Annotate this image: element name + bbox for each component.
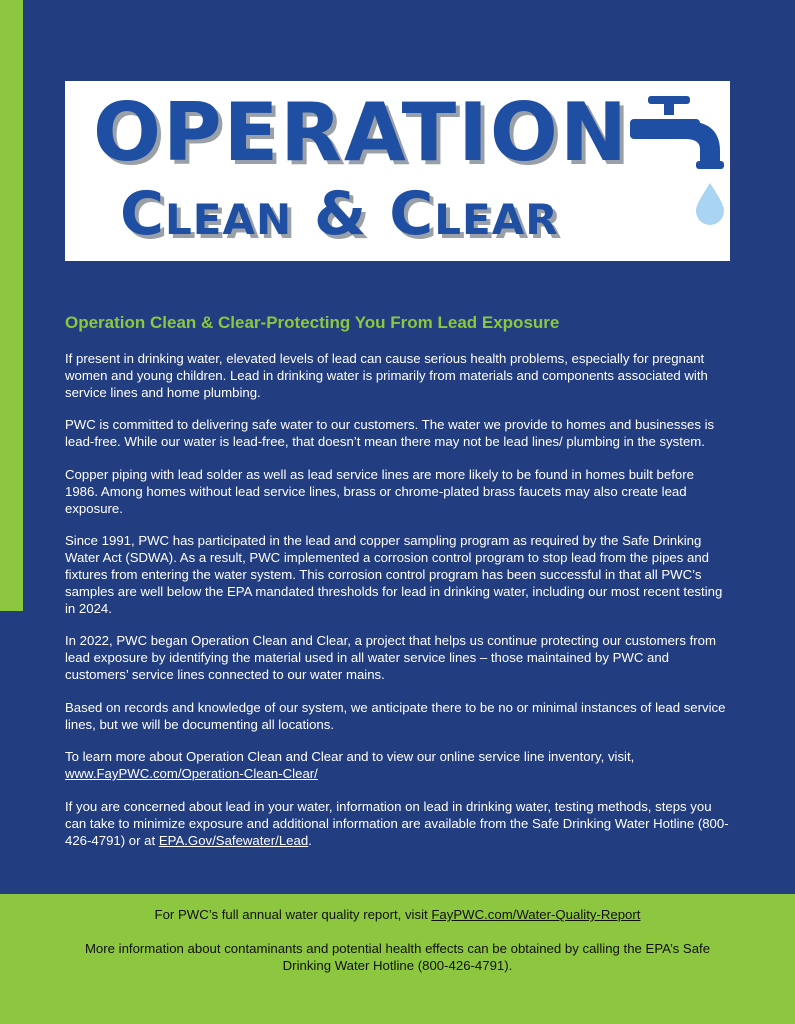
paragraph: In 2022, PWC began Operation Clean and Clear, a project that helps us continue protecting our customers from lead exposure by identifying the material used in all water service lines – those maintained by PWC and customers’ service lines connected to our water mains. [65,633,716,682]
paragraph [65,799,730,849]
faucet-icon [630,91,730,226]
logo-title: OPERATION [93,86,629,179]
footer-hotline-line: More information about contaminants and potential health effects can be obtained by calling the EPA’s Safe Drinking Water Hotline (800-426-4791). [84,940,711,973]
paragraph: Based on records and knowledge of our system, we anticipate there to be no or minimal instances of lead service lines, but we will be documenting all locations. [65,699,726,732]
paragraph: Copper piping with lead solder as well as lead service lines are more likely to be found in homes built before 1986. Among homes without lead service lines, brass or chrome-plated brass faucets may also create lead exposure. [65,466,694,516]
water-drop-icon [696,183,724,225]
page-title: Operation Clean & Clear-Protecting You From Lead Exposure [65,313,560,332]
clean-clear-link[interactable]: www.FayPWC.com/Operation-Clean-Clear/ [65,766,318,782]
paragraph: Since 1991, PWC has participated in the lead and copper sampling program as required by the Safe Drinking Water Act (SDWA). As a result, PWC implemented a corrosion control program to stop lead from the pipes and fixtures from entering the water system. This corrosion control program has been successful in that all PWC’s samples are well below the EPA mandated thresholds for lead in drinking water, including our most recent testing in 2024. [65,533,723,616]
footer-text: For PWC’s full annual water quality report, visit [154,907,428,922]
paragraph [65,749,730,783]
footer [0,894,795,1024]
logo-subtitle: Clean & Clear [120,179,559,249]
water-quality-report-link[interactable]: FayPWC.com/Water-Quality-Report [431,907,641,922]
paragraph-text: To learn more about Operation Clean and Clear and to view our online service line inventory, visit, [65,749,635,765]
paragraph-text: If you are concerned about lead in your water, information on lead in drinking water, testing methods, steps you can take to minimize exposure and additional information are available from the Safe Drinking Water Hotline (800-426-4791) or at [65,798,729,848]
accent-bar [0,0,23,611]
logo [65,81,730,261]
paragraph: If present in drinking water, elevated levels of lead can cause serious health problems, especially for pregnant women and young children. Lead in drinking water is primarily from materials and components associated with service lines and home plumbing. [65,351,708,400]
footer-report-line [0,894,795,924]
epa-lead-link[interactable]: EPA.Gov/Safewater/Lead [158,832,309,848]
paragraph: PWC is committed to delivering safe water to our customers. The water we provide to homes and businesses is lead-free. While our water is lead-free, that doesn’t mean there may not be lead lines/ plumbing in the system. [65,417,715,450]
paragraph-end: . [308,832,312,848]
article-body [65,351,730,865]
